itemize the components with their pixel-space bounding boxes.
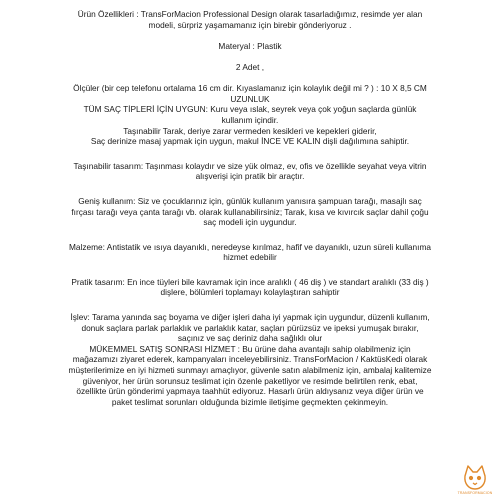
paragraph-quantity: 2 Adet ,: [235, 61, 265, 72]
paragraph-portable-comb: Taşınabilir Tarak, deriye zarar vermeden kesikleri ve kepekleri giderir,: [123, 125, 377, 136]
paragraph-hair-types: TÜM SAÇ TİPLERİ İÇİN UYGUN: Kuru veya ıslak, seyrek veya çok yoğun saçlarda günlük kullanım içindir.: [83, 104, 417, 125]
paragraph-material-details: Malzeme: Antistatik ve ısıya dayanıklı, neredeyse kırılmaz, hafif ve dayanıklı, uzun süreli kullanıma hizmet edebilir: [68, 241, 431, 263]
brand-logo-caption: TRANSFORMACION: [457, 491, 493, 495]
paragraph-after-sales: MÜKEMMEL SATIŞ SONRASI HİZMET : Bu ürüne daha avantajlı sahip olabilmeniz için mağazamızı ziyaret ederek, kampanyaları inceleyebilirsiniz. TransForMacion / KaktüsKedi olarak müşterilerimize en iyi hizmeti sunmayı amaçlıyor, güvenle satın alabilmeniz için, ambalaj kalitemize güveniyor, her ürün sorunsuz teslimat için özenle paketliyor ve resimde belirtilen renk, ebat, özellikte ürün gönderimi yapmaya taahhüt ediyoruz. Hasarlı ürün aldıysanız veya diğer ürün ve paket teslimat sorunları olduğunda bizimle iletişime geçmekten çekinmeyin.: [68, 343, 432, 407]
paragraph-dimensions: Ölçüler (bir cep telefonu ortalama 16 cm dir. Kıyaslamanız için kolaylık değil mi ? ) : 10 X 8,5 CM UZUNLUK: [73, 83, 427, 104]
paragraph-portable-design: Taşınabilir tasarım: Taşınması kolaydır ve size yük olmaz, ev, ofis ve özellikle seyahat veya vitrin alışverişi için pratik bir araçtır.: [73, 160, 427, 182]
paragraph-practical-design: Pratik tasarım: En ince tüyleri bile kavramak için ince aralıklı ( 46 diş ) ve standart aralıklı (33 diş ) dişlere, bölümleri toplamayı kolaylaştıran sahiptir: [71, 276, 429, 298]
paragraph-features: Ürün Özellikleri : TransForMacion Professional Design olarak tasarladığımız, resimde yer alan modeli, sürpriz yaşamamanız için birebir gönderiyoruz .: [77, 9, 423, 30]
paragraph-massage: Saç derinize masaj yapmak için uygun, makul İNCE VE KALIN dişli dağılımına sahiptir.: [90, 136, 410, 147]
paragraph-wide-use: Geniş kullanım: Siz ve çocuklarınız için, günlük kullanım yanısıra şampuan tarağı, masajlı saç fırçası tarağı veya çanta tarağı vb. olarak kullanabilirsiniz; Tarak, kısa ve kıvırcık saçlar dahil çoğu saç modeli için uygundur.: [71, 195, 429, 228]
paragraph-function: İşlev: Tarama yanında saç boyama ve diğer işleri daha iyi yapmak için uygundur, düzenli kullanım, donuk saçlara parlak parlaklık ve parlaklık katar, saçları pürüzsüz ve ipeksi yumuşak bırakır, saçınız ve saç deriniz daha sağlıklı olur: [70, 312, 430, 344]
product-description: [68, 9, 432, 407]
paragraph-material: Materyal : Plastik: [218, 40, 282, 51]
